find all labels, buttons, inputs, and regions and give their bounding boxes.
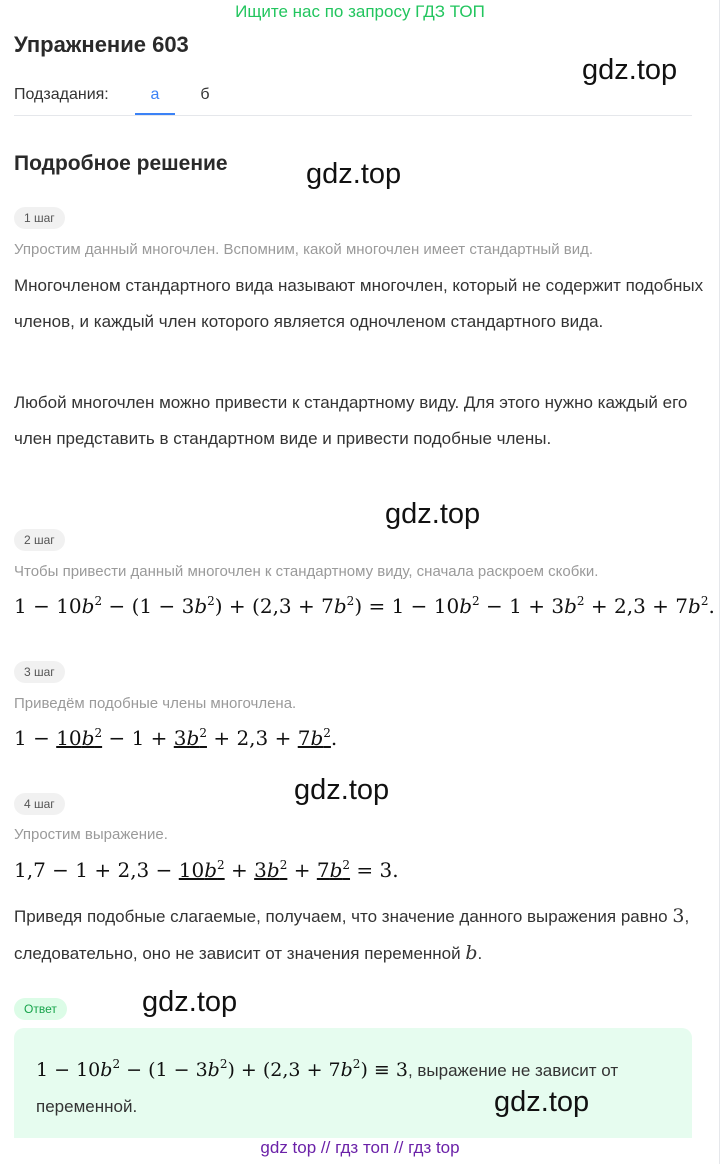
step-conclusion: Приведя подобные слагаемые, получаем, что значение данного выражения равно 3, следовательно, оно не зависит от значения переменной b. [14,905,690,964]
tabs-divider [14,115,692,116]
step-hint: Упростим выражение. [14,826,168,843]
step-badge: 3 шаг [14,661,65,683]
answer-badge: Ответ [14,998,67,1020]
step-paragraph: Многочленом стандартного вида называют многочлен, который не содержит подобных членов, и каждый член которого является одночленом стандартного вида. [14,276,704,331]
watermark: gdz.top [494,1086,590,1118]
step-badge: 4 шаг [14,793,65,815]
math-expression: $1,7 - 1 + 2,3 - 10b^2 + 3b^2 + 7b^2 = 3$. [14,858,399,882]
section-title: Подробное решение [14,152,228,175]
watermark: gdz.top [582,54,678,86]
active-tab-indicator [135,113,175,115]
watermark: gdz.top [294,774,390,806]
step-paragraph: Любой многочлен можно привести к стандартному виду. Для этого нужно каждый его член представить в стандартном виде и привести подобные члены. [14,393,688,448]
tab-subtask-b[interactable]: б [200,86,210,103]
subtasks-label: Подзадания: [14,86,109,103]
step-hint: Приведём подобные члены многочлена. [14,695,297,712]
page-title: Упражнение 603 [14,32,189,57]
tab-subtask-a[interactable]: а [150,86,160,103]
answer-text: $1 - 10b^2 - (1 - 3b^2) + (2,3 + 7b^2) \equiv 3$, выражение не зависит от переменной. [36,1057,619,1116]
step-badge: 2 шаг [14,529,65,551]
step-badge: 1 шаг [14,207,65,229]
step-hint: Упростим данный многочлен. Вспомним, какой многочлен имеет стандартный вид. [14,241,594,258]
watermark: gdz.top [306,158,402,190]
step-hint: Чтобы привести данный многочлен к стандартному виду, сначала раскроем скобки. [14,563,599,580]
math-expression: $1 - 10b^2 - (1 - 3b^2) + (2,3 + 7b^2) = 1 - 10b^2 - 1 + 3b^2 + 2,3 + 7b^2$. [14,594,715,618]
watermark: gdz.top [142,986,238,1018]
search-banner: Ищите нас по запросу ГДЗ ТОП [235,2,485,21]
watermark: gdz.top [385,498,481,530]
math-expression: $1 - 10b^2 - 1 + 3b^2 + 2,3 + 7b^2$. [14,726,338,750]
footer-links[interactable]: gdz top // гдз топ // гдз top [260,1138,460,1157]
